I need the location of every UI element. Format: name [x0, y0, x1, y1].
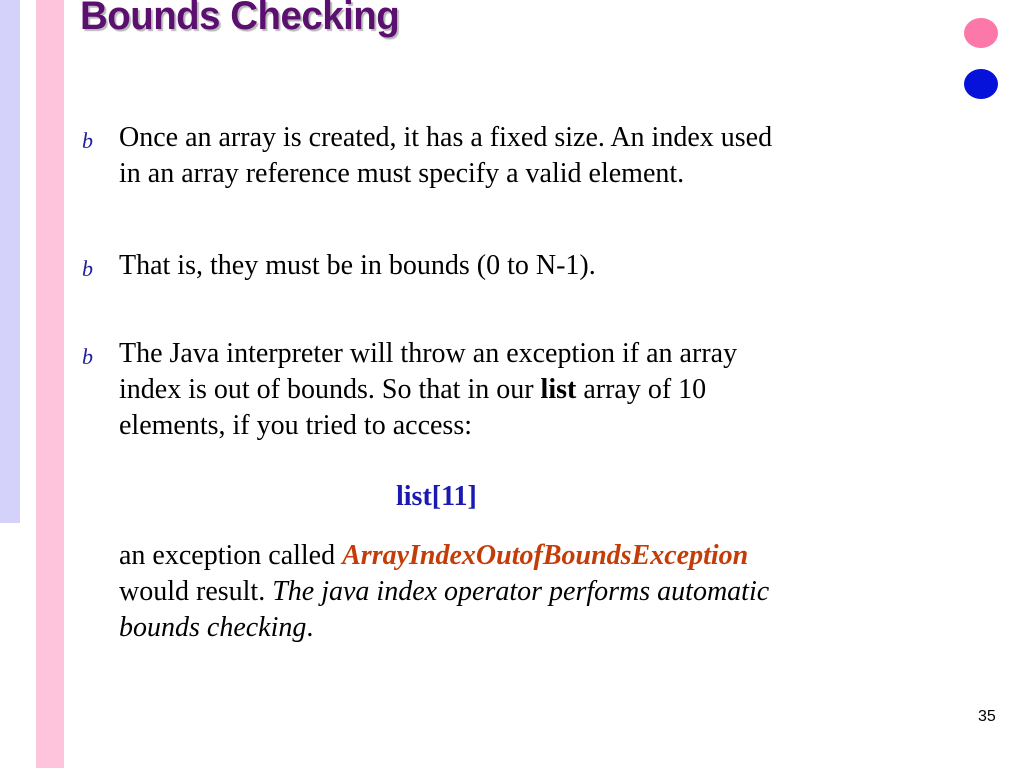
bullet-1-line-2: in an array reference must specify a valid element. — [119, 158, 685, 189]
code-example: list[11] — [396, 481, 477, 512]
conclusion-line-2-italic: The java index operator performs automatic — [272, 576, 770, 607]
blue-circle-decoration — [964, 69, 998, 99]
bullet-3-line-2-after: array of 10 — [576, 374, 707, 405]
conclusion-line-3-italic: bounds checking — [119, 612, 307, 643]
bullet-icon: b — [82, 344, 93, 369]
exception-name: ArrayIndexOutofBoundsException — [342, 540, 749, 571]
bullet-3-line-2-before: index is out of bounds. So that in our — [119, 374, 541, 405]
bullet-3-line-3: elements, if you tried to access: — [119, 410, 472, 441]
bullet-icon: b — [82, 256, 93, 281]
bullet-text-2 — [119, 248, 596, 284]
left-lavender-bar — [0, 0, 20, 523]
bullet-1-line-1: Once an array is created, it has a fixed size. An index used — [119, 122, 773, 153]
list-keyword: list — [540, 374, 577, 405]
conclusion-line-3-end: . — [306, 612, 314, 643]
bullet-icon: b — [82, 128, 93, 153]
slide-title: Bounds Checking — [80, 0, 400, 38]
conclusion-line-2-normal: would result. — [119, 576, 273, 607]
bullet-3-line-1: The Java interpreter will throw an exception if an array — [119, 338, 738, 369]
conclusion-text — [119, 538, 769, 646]
bullet-2-line-1: That is, they must be in bounds (0 to N-1). — [119, 250, 596, 281]
left-pink-bar — [36, 0, 64, 768]
slide-number: 35 — [978, 708, 996, 725]
bullet-text-1 — [119, 120, 772, 192]
conclusion-line-1-prefix: an exception called — [119, 540, 343, 571]
pink-circle-decoration — [964, 18, 998, 48]
bullet-text-3 — [119, 336, 737, 444]
